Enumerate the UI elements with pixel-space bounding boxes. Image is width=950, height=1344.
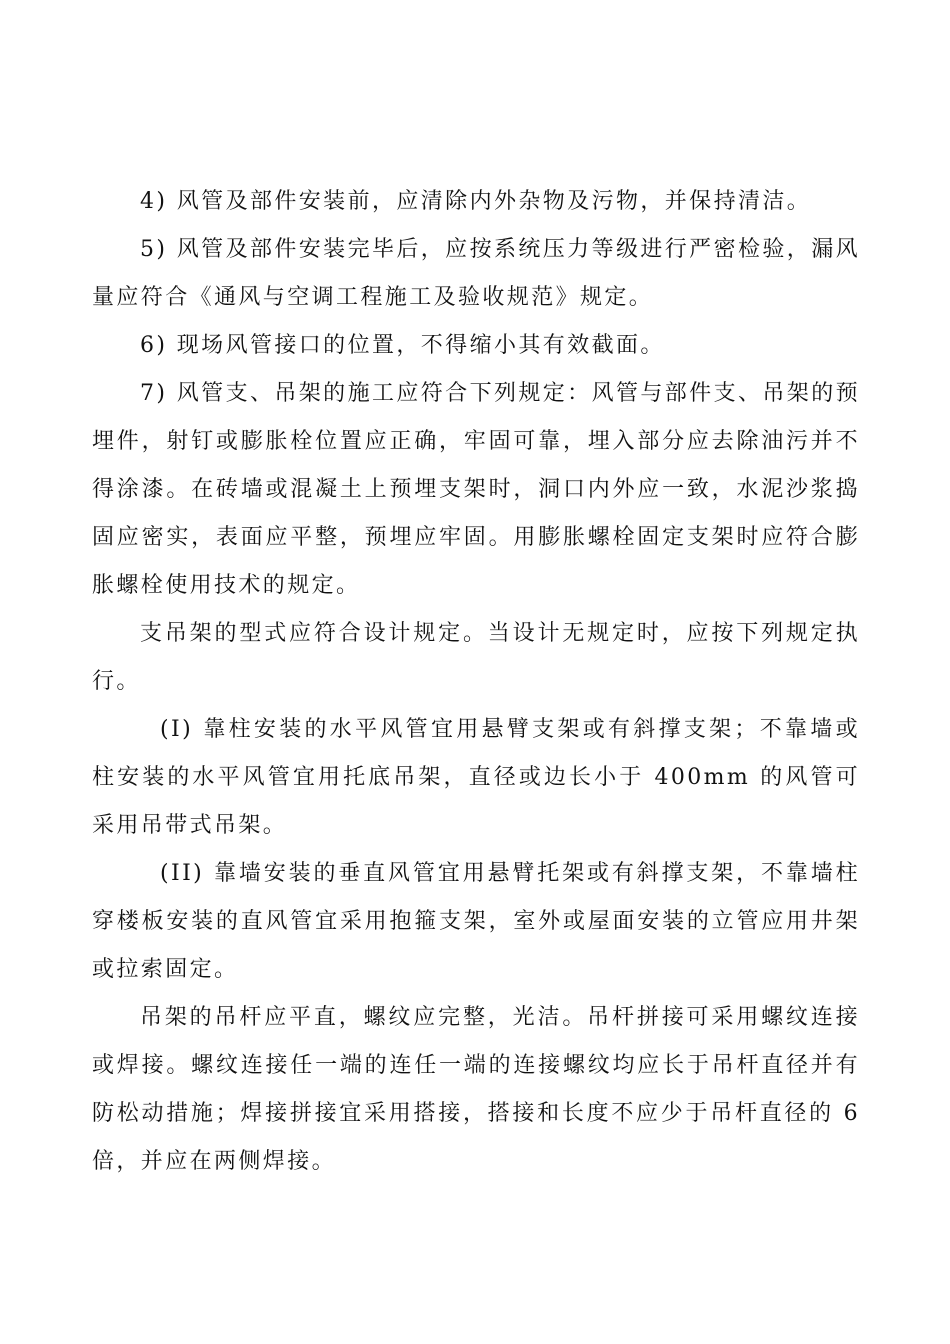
paragraph-item-4: 4) 风管及部件安装前，应清除内外杂物及污物，并保持清洁。 xyxy=(140,189,812,214)
paragraph-item-6: 6) 现场风管接口的位置，不得缩小其有效截面。 xyxy=(140,333,665,358)
document-body xyxy=(92,178,860,1186)
paragraph-item-7: 7) 风管支、吊架的施工应符合下列规定：风管与部件支、吊架的预埋件，射钉或膨胀栓位置应正确，牢固可靠，埋入部分应去除油污并不得涂漆。在砖墙或混凝土上预埋支架时，洞口内外应一致，水泥沙浆捣固应密实，表面应平整，预埋应牢固。用膨胀螺栓固定支架时应符合膨胀螺栓使用技术的规定。 xyxy=(92,381,860,598)
paragraph-rule-i: (I) 靠柱安装的水平风管宜用悬臂支架或有斜撑支架；不靠墙或柱安装的水平风管宜用托底吊架，直径或边长小于 400mm 的风管可采用吊带式吊架。 xyxy=(92,717,860,838)
paragraph-support-type: 支吊架的型式应符合设计规定。当设计无规定时，应按下列规定执行。 xyxy=(92,621,860,694)
paragraph-item-5: 5) 风管及部件安装完毕后，应按系统压力等级进行严密检验，漏风量应符合《通风与空调工程施工及验收规范》规定。 xyxy=(92,237,860,310)
paragraph-rule-ii: (II) 靠墙安装的垂直风管宜用悬臂托架或有斜撑支架，不靠墙柱穿楼板安装的直风管宜采用抱箍支架，室外或屋面安装的立管应用井架或拉索固定。 xyxy=(92,861,860,982)
paragraph-hanger-rod: 吊架的吊杆应平直，螺纹应完整，光洁。吊杆拼接可采用螺纹连接或焊接。螺纹连接任一端的连任一端的连接螺纹均应长于吊杆直径并有防松动措施；焊接拼接宜采用搭接，搭接和长度不应少于吊杆直径的 6 倍，并应在两侧焊接。 xyxy=(92,1005,860,1174)
